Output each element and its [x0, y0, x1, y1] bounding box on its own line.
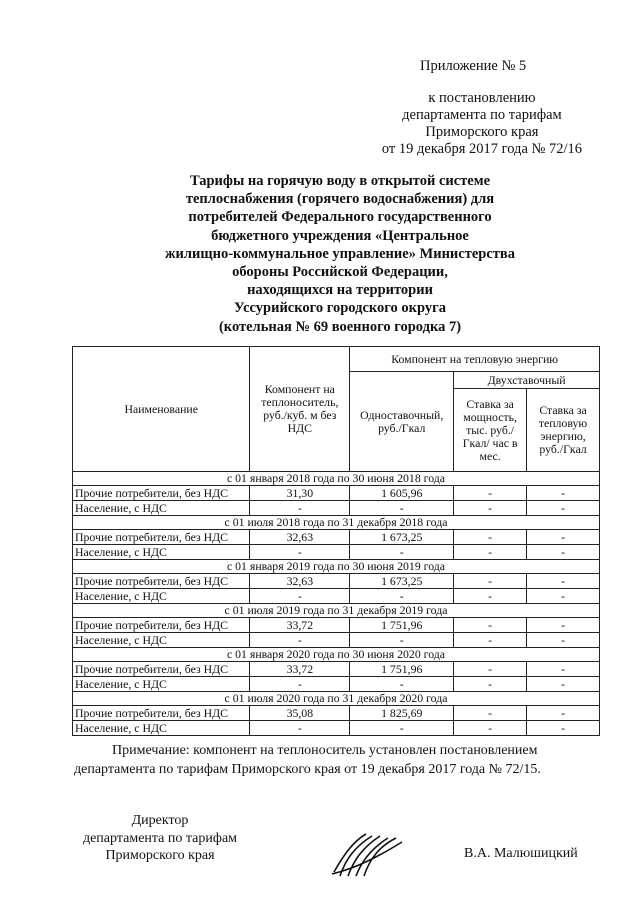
- cell-single: -: [350, 545, 454, 560]
- cell-single: -: [350, 721, 454, 736]
- position-line: департамента по тарифам: [82, 830, 238, 846]
- cell-energy: -: [527, 721, 600, 736]
- cell-single: 1 825,69: [350, 706, 454, 721]
- cell-energy: -: [527, 633, 600, 648]
- title-line: находящихся на территории: [247, 282, 433, 299]
- cell-name: Прочие потребители, без НДС: [73, 530, 250, 545]
- cell-energy: -: [527, 545, 600, 560]
- cell-energy: -: [527, 530, 600, 545]
- cell-name: Население, с НДС: [73, 501, 250, 516]
- cell-carrier: -: [250, 721, 350, 736]
- header-energy-rate: Ставка за тепловую энергию, руб./Гкал: [527, 389, 600, 472]
- position-line: Директор: [131, 813, 189, 828]
- table-row: [73, 589, 600, 604]
- cell-capacity: -: [454, 501, 527, 516]
- note-line: Примечание: компонент на теплоноситель установлен постановлением: [112, 743, 538, 758]
- title-line: бюджетного учреждения «Центральное: [211, 227, 469, 244]
- appendix-ref-line: Приморского края: [425, 124, 539, 140]
- cell-name: Прочие потребители, без НДС: [73, 574, 250, 589]
- cell-energy: -: [527, 618, 600, 633]
- period-row: [73, 692, 600, 706]
- signatory-name: В.А. Малюшицкий: [464, 846, 578, 861]
- cell-name: Население, с НДС: [73, 721, 250, 736]
- cell-carrier: -: [250, 545, 350, 560]
- cell-capacity: -: [454, 486, 527, 501]
- table-row: [73, 633, 600, 648]
- cell-capacity: -: [454, 530, 527, 545]
- cell-name: Прочие потребители, без НДС: [73, 662, 250, 677]
- cell-energy: -: [527, 574, 600, 589]
- title-line: потребителей Федерального государственного: [188, 209, 492, 226]
- cell-capacity: -: [454, 545, 527, 560]
- cell-energy: -: [527, 501, 600, 516]
- period-row: [73, 560, 600, 574]
- position-line: Приморского края: [105, 848, 215, 863]
- note: [74, 741, 600, 779]
- table-row: [73, 721, 600, 736]
- title-line: обороны Российской Федерации,: [232, 264, 448, 281]
- period-label: с 01 июля 2019 года по 31 декабря 2019 года: [73, 604, 600, 618]
- cell-carrier: 33,72: [250, 618, 350, 633]
- cell-single: -: [350, 677, 454, 692]
- table-row: [73, 662, 600, 677]
- cell-carrier: -: [250, 589, 350, 604]
- header-capacity-rate: Ставка за мощность, тыс. руб./Гкал/ час в мес.: [454, 389, 527, 472]
- tariff-table: [72, 346, 600, 736]
- period-row: [73, 472, 600, 486]
- cell-single: -: [350, 633, 454, 648]
- cell-single: 1 673,25: [350, 574, 454, 589]
- cell-single: 1 751,96: [350, 662, 454, 677]
- cell-name: Население, с НДС: [73, 589, 250, 604]
- cell-capacity: -: [454, 662, 527, 677]
- period-label: с 01 января 2019 года по 30 июня 2019 года: [73, 560, 600, 574]
- header-carrier: Компонент на теплоноситель, руб./куб. м без НДС: [250, 347, 350, 472]
- cell-capacity: -: [454, 677, 527, 692]
- cell-energy: -: [527, 706, 600, 721]
- table-row: [73, 486, 600, 501]
- cell-name: Население, с НДС: [73, 677, 250, 692]
- cell-single: 1 605,96: [350, 486, 454, 501]
- period-row: [73, 516, 600, 530]
- header-energy: Компонент на тепловую энергию: [350, 347, 600, 372]
- cell-carrier: 32,63: [250, 574, 350, 589]
- cell-capacity: -: [454, 721, 527, 736]
- appendix-title: Приложение № 5: [420, 58, 527, 74]
- header-name: Наименование: [73, 347, 250, 472]
- appendix-reference: [382, 90, 582, 158]
- table-row: [73, 530, 600, 545]
- appendix-ref-line: к постановлению: [428, 90, 536, 106]
- period-label: с 01 января 2020 года по 30 июня 2020 года: [73, 648, 600, 662]
- title-line: Тарифы на горячую воду в открытой системе: [189, 173, 491, 189]
- cell-single: 1 673,25: [350, 530, 454, 545]
- period-label: с 01 июля 2018 года по 31 декабря 2018 года: [73, 516, 600, 530]
- note-line: департамента по тарифам Приморского края от 19 декабря 2017 года № 72/15.: [74, 762, 541, 777]
- cell-name: Прочие потребители, без НДС: [73, 486, 250, 501]
- period-label: с 01 января 2018 года по 30 июня 2018 года: [73, 472, 600, 486]
- table-row: [73, 501, 600, 516]
- period-row: [73, 648, 600, 662]
- cell-name: Прочие потребители, без НДС: [73, 618, 250, 633]
- signatory-position: [60, 812, 260, 865]
- header-two-part: Двухставочный: [454, 372, 600, 389]
- period-row: [73, 604, 600, 618]
- document-title: [120, 172, 560, 336]
- cell-capacity: -: [454, 574, 527, 589]
- handwritten-signature: [326, 828, 406, 880]
- title-line: Уссурийского городского округа: [234, 300, 446, 317]
- cell-name: Прочие потребители, без НДС: [73, 706, 250, 721]
- title-line: (котельная № 69 военного городка 7): [218, 318, 462, 335]
- cell-energy: -: [527, 589, 600, 604]
- cell-energy: -: [527, 677, 600, 692]
- cell-capacity: -: [454, 618, 527, 633]
- title-line: жилищно-коммунальное управление» Министерства: [165, 245, 515, 262]
- table-row: [73, 574, 600, 589]
- cell-carrier: 35,08: [250, 706, 350, 721]
- cell-single: 1 751,96: [350, 618, 454, 633]
- cell-capacity: -: [454, 589, 527, 604]
- cell-carrier: 32,63: [250, 530, 350, 545]
- cell-carrier: -: [250, 501, 350, 516]
- cell-carrier: 33,72: [250, 662, 350, 677]
- cell-single: -: [350, 501, 454, 516]
- cell-name: Население, с НДС: [73, 633, 250, 648]
- cell-single: -: [350, 589, 454, 604]
- cell-carrier: -: [250, 633, 350, 648]
- cell-name: Население, с НДС: [73, 545, 250, 560]
- table-row: [73, 545, 600, 560]
- period-label: с 01 июля 2020 года по 31 декабря 2020 года: [73, 692, 600, 706]
- appendix-ref-line: департамента по тарифам: [402, 107, 562, 123]
- cell-energy: -: [527, 662, 600, 677]
- table-row: [73, 677, 600, 692]
- appendix-ref-line: от 19 декабря 2017 года № 72/16: [381, 141, 582, 157]
- cell-carrier: -: [250, 677, 350, 692]
- cell-energy: -: [527, 486, 600, 501]
- table-row: [73, 618, 600, 633]
- cell-carrier: 31,30: [250, 486, 350, 501]
- header-single-rate: Одноставочный, руб./Гкал: [350, 372, 454, 472]
- cell-capacity: -: [454, 706, 527, 721]
- title-line: теплоснабжения (горячего водоснабжения) для: [185, 191, 495, 208]
- table-row: [73, 706, 600, 721]
- cell-capacity: -: [454, 633, 527, 648]
